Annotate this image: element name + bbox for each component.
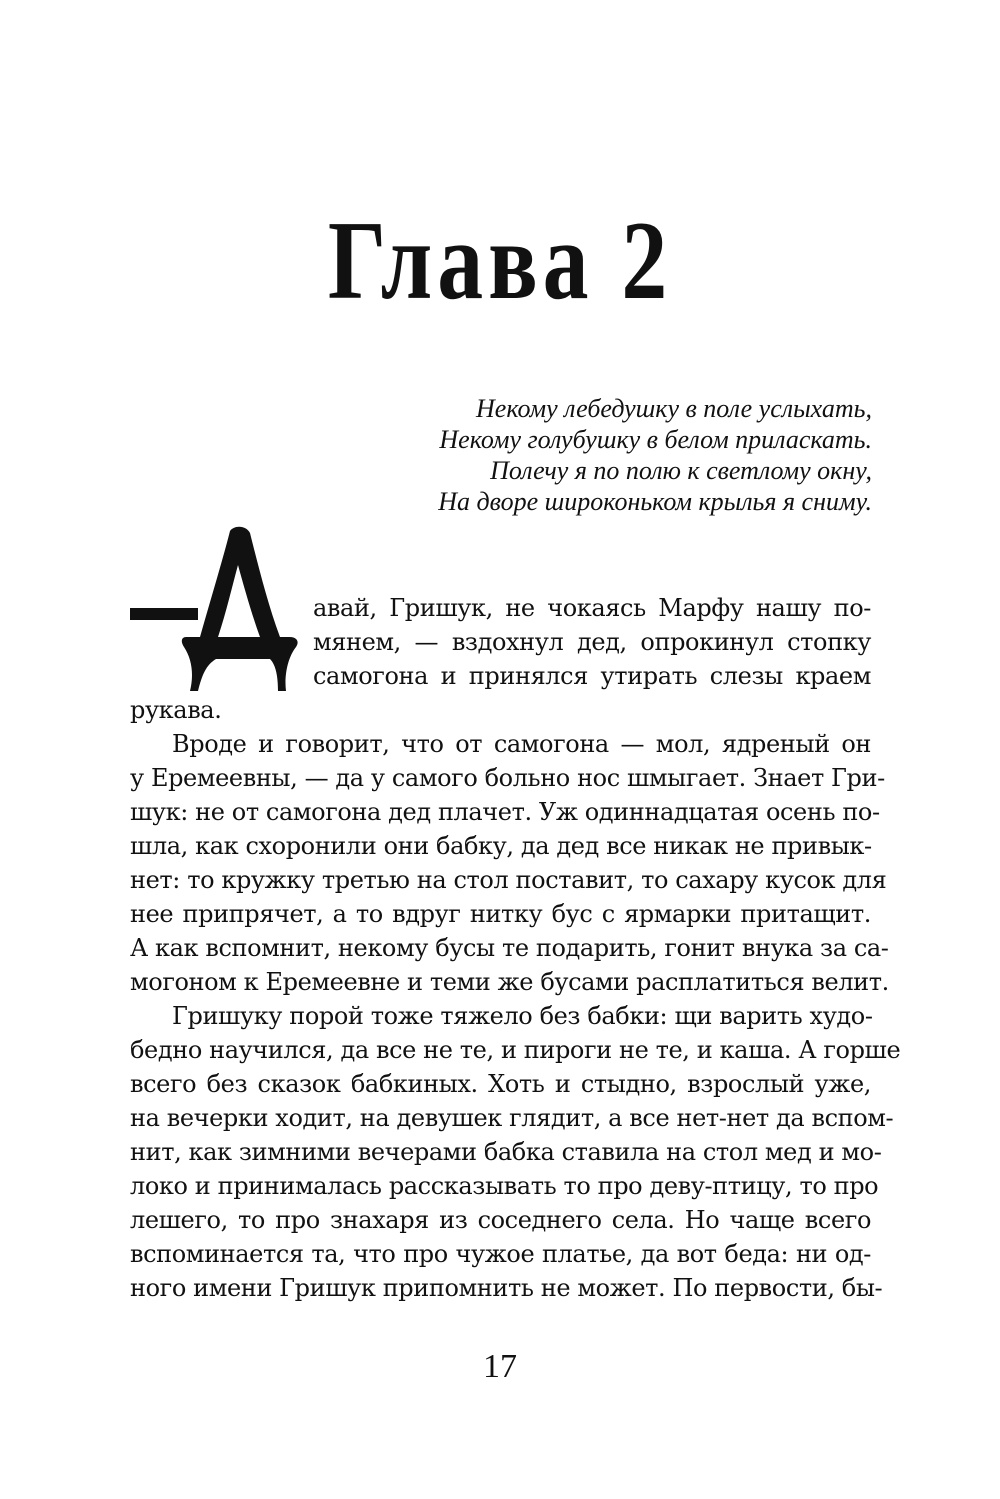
body-text	[130, 693, 871, 727]
dropcap-letter	[172, 525, 302, 695]
text-line: авай, Гришук, не чокаясь Марфу нашу по-	[313, 594, 871, 622]
text-line: Гришуку порой тоже тяжело без бабки: щи варить худо-	[172, 1002, 873, 1030]
text-line: нит, как зимними вечерами бабка ставила на стол мед и мо-	[130, 1138, 882, 1166]
text-line: лешего, то про знахаря из соседнего села. Но чаще всего	[130, 1206, 871, 1234]
text-line: шла, как схоронили они бабку, да дед все никак не привык-	[130, 832, 872, 860]
text-line: могоном к Еремеевне и теми же бусами расплатиться велит.	[130, 968, 889, 996]
text-line: бедно научился, да все не те, и пироги не те, и каша. А горше	[130, 1036, 901, 1064]
epigraph-line: Некому лебедушку в поле услыхать,	[476, 394, 872, 423]
text-line: у Еремеевны, — да у самого больно нос шмыгает. Знает Гри-	[130, 764, 885, 792]
text-line: мянем, — вздохнул дед, опрокинул стопку	[313, 628, 871, 656]
text-line: А как вспомнит, некому бусы те подарить, гонит внука за са-	[130, 934, 889, 962]
chapter-title: Глава 2	[327, 199, 673, 323]
epigraph	[272, 393, 872, 517]
text-line: шук: не от самогона дед плачет. Уж одиннадцатая осень по-	[130, 798, 880, 826]
text-line: вспоминается та, что про чужое платье, да вот беда: ни од-	[130, 1240, 871, 1268]
text-line: самогона и принялся утирать слезы краем	[313, 662, 871, 690]
text-line: нее припрячет, а то вдруг нитку бус с ярмарки притащит.	[130, 900, 871, 928]
paragraph-2	[130, 999, 901, 1305]
text-line: Вроде и говорит, что от самогона — мол, ядреный он	[172, 730, 871, 758]
text-line: на вечерки ходит, на девушек глядит, а все нет-нет да вспом-	[130, 1104, 894, 1132]
text-line: всего без сказок бабкиных. Хоть и стыдно, взрослый уже,	[130, 1070, 871, 1098]
text-line: локо и принималась рассказывать то про деву-птицу, то про	[130, 1172, 879, 1200]
paragraph-1	[130, 727, 889, 999]
page-number: 17	[483, 1348, 517, 1385]
epigraph-line: Полечу я по полю к светлому окну,	[490, 456, 872, 485]
text-line: ного имени Гришук припомнить не может. По первости, бы-	[130, 1274, 883, 1302]
text-line: нет: то кружку третью на стол поставит, то сахару кусок для	[130, 866, 887, 894]
text-line: рукава.	[130, 696, 222, 724]
epigraph-line: На дворе широконьком крылья я сниму.	[438, 487, 872, 516]
first-paragraph-wrapped	[313, 591, 871, 693]
epigraph-line: Некому голубушку в белом приласкать.	[439, 425, 872, 454]
